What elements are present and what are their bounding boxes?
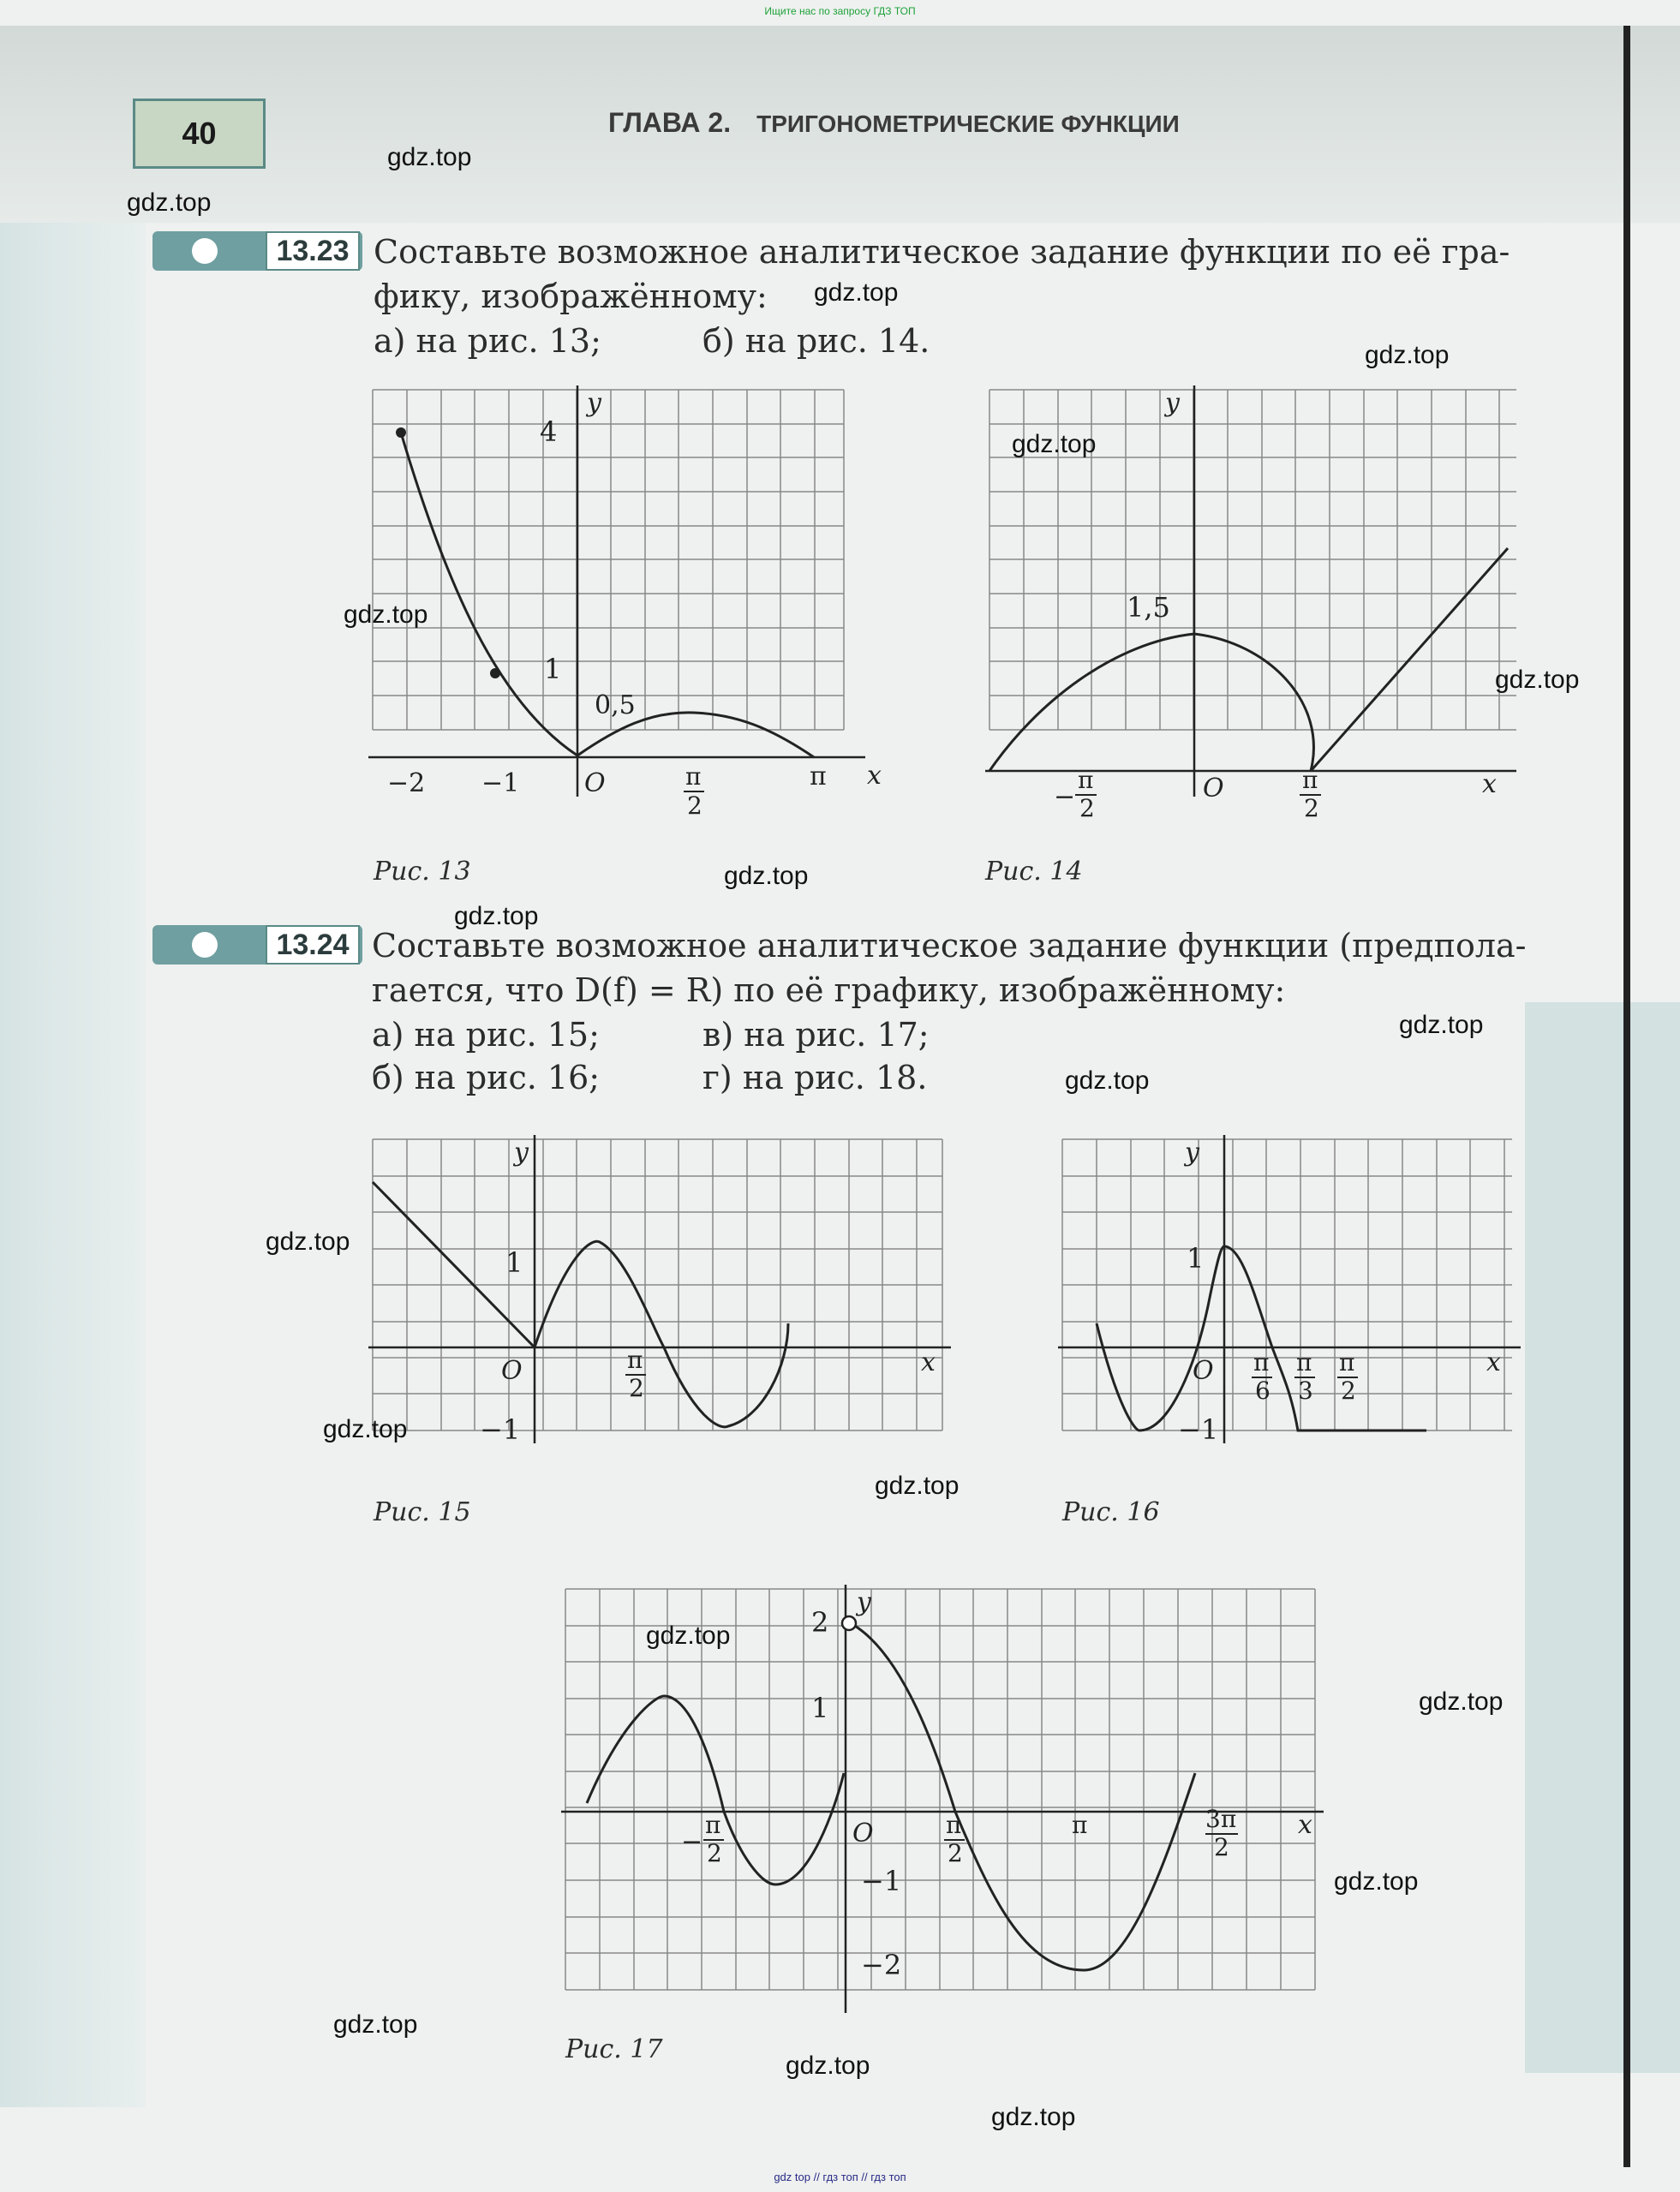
origin-label: O bbox=[501, 1356, 523, 1386]
axis-label-y: y bbox=[857, 1587, 871, 1617]
axis-label-y: y bbox=[1185, 1138, 1199, 1168]
tick-label-pi: π bbox=[946, 1811, 962, 1839]
figure-caption: Рис. 16 bbox=[1062, 1497, 1160, 1527]
function-curve bbox=[373, 1182, 788, 1427]
bottom-promo-note: gdz top // гдз топ // гдз топ bbox=[774, 2171, 906, 2183]
problem-badge-13-24 bbox=[152, 925, 362, 965]
watermark: gdz.top bbox=[1012, 430, 1097, 458]
axis-label-y: y bbox=[514, 1138, 529, 1168]
watermark: gdz.top bbox=[333, 2010, 418, 2039]
tick-label-3pi: 3π bbox=[1205, 1805, 1237, 1833]
watermark: gdz.top bbox=[875, 1472, 960, 1500]
tick-label-xm1: −1 bbox=[481, 768, 520, 798]
tick-label-pi: π bbox=[1296, 1348, 1312, 1377]
tick-label-pi-num: π bbox=[1078, 766, 1094, 794]
tick-label-y1: 1 bbox=[544, 653, 562, 685]
axis-label-y: y bbox=[1165, 388, 1180, 418]
watermark: gdz.top bbox=[454, 902, 539, 930]
tick-label-pi-num: π bbox=[627, 1346, 643, 1374]
curve-point bbox=[490, 668, 500, 678]
watermark: gdz.top bbox=[646, 1622, 731, 1650]
tick-label-den2: 2 bbox=[1214, 1833, 1229, 1861]
tick-label-pi-den: 2 bbox=[629, 1374, 644, 1402]
tick-label-pi-den: 2 bbox=[1304, 794, 1319, 822]
option-d: г) на рис. 18. bbox=[702, 1059, 928, 1096]
option-a: а) на рис. 15; bbox=[372, 1016, 600, 1054]
problem-text-line: фику, изображённому: bbox=[374, 278, 768, 315]
watermark: gdz.top bbox=[1065, 1066, 1150, 1095]
watermark: gdz.top bbox=[1399, 1011, 1484, 1039]
watermark: gdz.top bbox=[1365, 341, 1450, 369]
problem-text-line: Составьте возможное аналитическое задание функции (предпола- bbox=[372, 927, 1527, 965]
tick-label-pi: π bbox=[1253, 1348, 1270, 1377]
figure-caption: Рис. 13 bbox=[374, 857, 471, 887]
tick-label-pi-den: 2 bbox=[687, 791, 702, 820]
tick-label-pi: π bbox=[1339, 1348, 1355, 1377]
origin-label: O bbox=[1193, 1356, 1214, 1386]
left-margin-band bbox=[0, 223, 146, 2107]
tick-label-pi: π bbox=[810, 762, 827, 791]
axis-label-x: x bbox=[1482, 769, 1497, 799]
tick-label-pi-den: 2 bbox=[1079, 794, 1095, 822]
curve-point bbox=[396, 427, 406, 438]
function-curve bbox=[989, 634, 1313, 771]
figure-13-graph bbox=[368, 385, 882, 820]
tick-label-den6: 6 bbox=[1255, 1377, 1270, 1405]
watermark: gdz.top bbox=[1419, 1687, 1504, 1716]
page-number: 40 bbox=[133, 99, 266, 169]
minus-sign: − bbox=[681, 1827, 703, 1857]
grid bbox=[373, 1139, 942, 1430]
chapter-label: ГЛАВА 2. bbox=[608, 107, 732, 138]
origin-label: O bbox=[1203, 773, 1224, 803]
hollow-point bbox=[842, 1616, 856, 1630]
right-margin-band bbox=[1525, 1002, 1680, 2073]
tick-label-pi: π bbox=[1072, 1811, 1088, 1839]
tick-label-pi-num: π bbox=[1302, 766, 1318, 794]
tick-label-ym1: −1 bbox=[861, 1865, 902, 1897]
tick-label-y05: 0,5 bbox=[595, 690, 636, 720]
option-b: б) на рис. 16; bbox=[372, 1059, 601, 1096]
chapter-heading bbox=[608, 107, 1180, 139]
tick-label-y1: 1 bbox=[811, 1692, 829, 1724]
figure-caption: Рис. 15 bbox=[374, 1497, 471, 1527]
watermark: gdz.top bbox=[387, 143, 472, 171]
difficulty-dot-icon bbox=[192, 238, 218, 264]
figure-caption: Рис. 14 bbox=[985, 857, 1083, 887]
problem-text-line: гается, что D(f) = R) по её графику, изображённому: bbox=[372, 971, 1286, 1009]
watermark: gdz.top bbox=[127, 188, 212, 217]
axis-label-x: x bbox=[921, 1347, 936, 1377]
tick-label-ym1: −1 bbox=[480, 1413, 521, 1446]
tick-label-y2: 2 bbox=[811, 1606, 829, 1639]
function-line bbox=[1311, 548, 1508, 771]
figure-16-graph bbox=[1058, 1135, 1521, 1478]
option-a: а) на рис. 13; bbox=[374, 322, 601, 360]
option-c: в) на рис. 17; bbox=[702, 1016, 930, 1054]
minus-sign: − bbox=[1054, 782, 1076, 812]
axis-label-x: x bbox=[1298, 1810, 1312, 1840]
tick-label-den2: 2 bbox=[948, 1839, 963, 1867]
problem-text-line: Составьте возможное аналитическое задание функции по её гра- bbox=[374, 233, 1510, 271]
tick-label-xm2: −2 bbox=[387, 768, 426, 798]
problem-number: 13.23 bbox=[266, 231, 360, 271]
tick-label-ym2: −2 bbox=[861, 1949, 902, 1981]
watermark: gdz.top bbox=[323, 1415, 408, 1443]
option-b: б) на рис. 14. bbox=[702, 322, 930, 360]
difficulty-dot-icon bbox=[192, 932, 218, 958]
tick-label-den2: 2 bbox=[707, 1839, 722, 1867]
watermark: gdz.top bbox=[814, 278, 899, 307]
watermark: gdz.top bbox=[1495, 666, 1580, 694]
watermark: gdz.top bbox=[344, 600, 428, 629]
origin-label: O bbox=[852, 1819, 874, 1849]
axis-label-y: y bbox=[587, 388, 601, 418]
axis-label-x: x bbox=[1486, 1347, 1501, 1377]
tick-label-den3: 3 bbox=[1298, 1377, 1313, 1405]
figure-caption: Рис. 17 bbox=[565, 2034, 663, 2064]
watermark: gdz.top bbox=[1334, 1867, 1419, 1896]
tick-label-pi: π bbox=[705, 1811, 721, 1839]
axis-label-x: x bbox=[867, 761, 882, 791]
tick-label-y1: 1 bbox=[1187, 1242, 1205, 1275]
page-edge bbox=[1623, 26, 1630, 2167]
problem-number: 13.24 bbox=[266, 925, 360, 965]
tick-label-y4: 4 bbox=[540, 415, 558, 448]
watermark: gdz.top bbox=[786, 2052, 870, 2080]
tick-label-pi-num: π bbox=[685, 762, 702, 791]
origin-label: O bbox=[584, 768, 606, 798]
problem-badge-13-23 bbox=[152, 231, 362, 271]
tick-label-den2: 2 bbox=[1341, 1377, 1356, 1405]
top-promo-note: Ищите нас по запросу ГДЗ ТОП bbox=[764, 5, 916, 17]
tick-label-ym1: −1 bbox=[1178, 1413, 1219, 1446]
chapter-title: ТРИГОНОМЕТРИЧЕСКИЕ ФУНКЦИИ bbox=[756, 110, 1180, 137]
watermark: gdz.top bbox=[724, 862, 809, 890]
figure-17-graph bbox=[561, 1585, 1349, 2039]
watermark: gdz.top bbox=[266, 1227, 350, 1256]
watermark: gdz.top bbox=[991, 2103, 1076, 2131]
figure-15-graph bbox=[368, 1135, 951, 1478]
tick-label-y1: 1 bbox=[505, 1246, 523, 1279]
tick-label-y15: 1,5 bbox=[1127, 591, 1170, 624]
